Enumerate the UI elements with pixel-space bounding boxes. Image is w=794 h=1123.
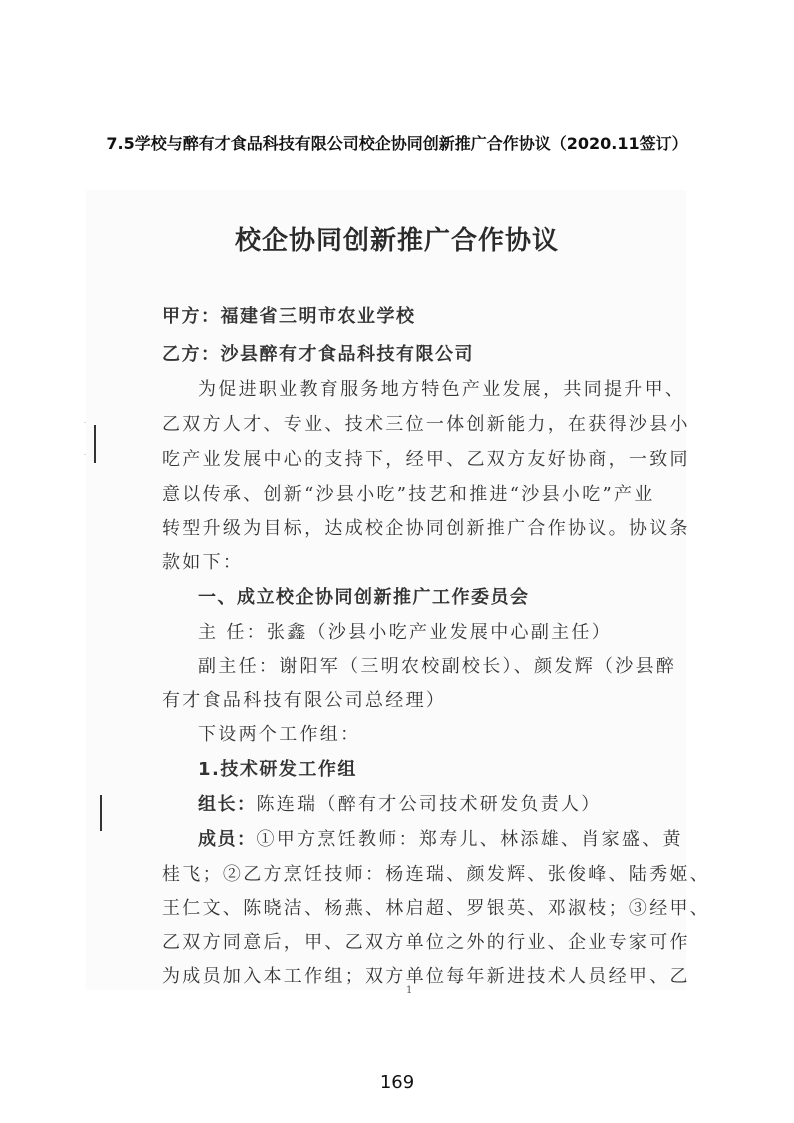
group-leader (198, 790, 602, 816)
page-number: 169 (379, 1072, 415, 1093)
members-text: ①甲方烹饪教师：郑寿儿、林添雄、肖家盛、黄 (256, 829, 683, 850)
director-line: 主 任：张鑫（沙县小吃产业发展中心副主任） (198, 622, 613, 643)
intro-line: 转型升级为目标，达成校企协同创新推广合作协议。协议条 (162, 518, 690, 539)
members-line: 王仁文、陈晓洁、杨燕、林启超、罗银英、邓淑枝；③经甲、 (162, 898, 711, 919)
group-heading: 1.技术研发工作组 (198, 759, 357, 780)
scan-mark (100, 795, 102, 831)
deputy-line: 有才食品科技有限公司总经理） (162, 690, 447, 711)
members-line: 桂飞；②乙方烹饪技师：杨连瑞、颜发辉、张俊峰、陆秀姬、 (162, 864, 711, 885)
party-b: 乙方：沙县醉有才食品科技有限公司 (162, 344, 474, 365)
deputy-line: 副主任：谢阳军（三明农校副校长）、颜发辉（沙县醉 (198, 656, 677, 677)
page-header: 7.5学校与醉有才食品科技有限公司校企协同创新推广合作协议（2020.11签订） (106, 134, 688, 153)
section-heading: 一、成立校企协同创新推广工作委员会 (198, 587, 530, 608)
scan-mark (94, 425, 96, 463)
scan-speck: · (84, 452, 86, 459)
intro-line: 吃产业发展中心的支持下，经甲、乙双方友好协商，一致同 (162, 449, 690, 470)
leader-text: 陈连瑞（醉有才公司技术研发负责人） (256, 794, 602, 815)
leader-label: 组长： (198, 794, 257, 815)
intro-line: 乙双方人才、专业、技术三位一体创新能力，在获得沙县小 (162, 414, 690, 435)
members-line: 乙双方同意后，甲、乙双方单位之外的行业、企业专家可作 (162, 932, 690, 953)
scan-speck: · (84, 420, 86, 427)
groups-intro: 下设两个工作组： (198, 724, 361, 745)
intro-line: 意以传承、创新“沙县小吃”技艺和推进“沙县小吃”产业 (162, 484, 655, 505)
party-a: 甲方：福建省三明市农业学校 (162, 306, 416, 327)
group-members (198, 825, 683, 851)
members-label: 成员： (198, 829, 257, 850)
intro-line: 为促进职业教育服务地方特色产业发展，共同提升甲、 (198, 379, 686, 400)
intro-line: 款如下： (162, 552, 244, 573)
members-line: 为成员加入本工作组；双方单位每年新进技术人员经甲、乙 (162, 966, 690, 987)
document-title: 校企协同创新推广合作协议 (234, 226, 559, 256)
inner-page-number: 1 (406, 985, 413, 996)
